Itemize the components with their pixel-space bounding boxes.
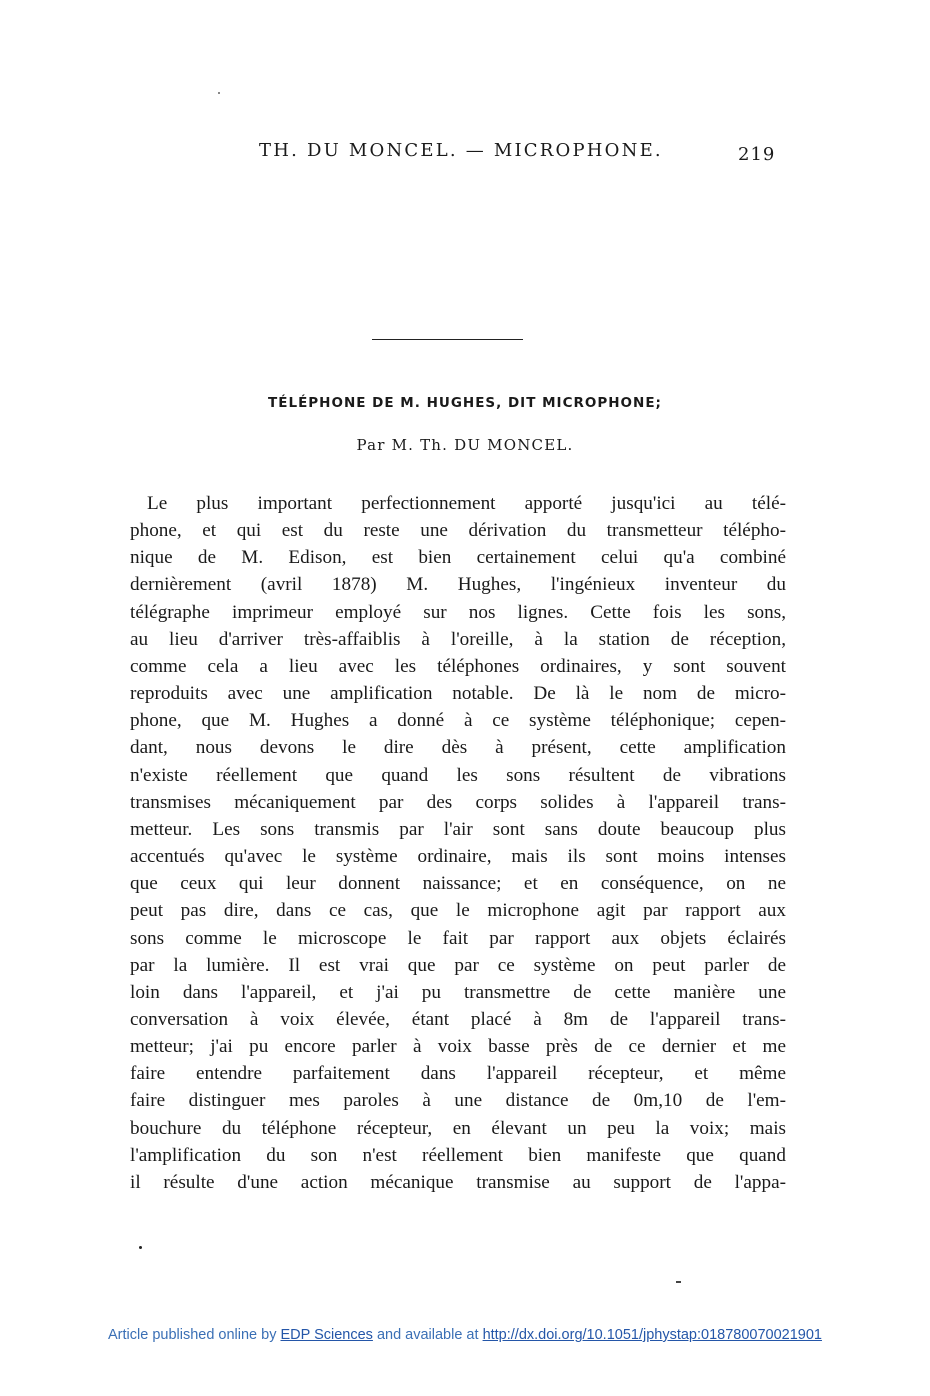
body-line: Le plus important perfectionnement apporté jusqu'ici au télé-	[147, 493, 786, 514]
title-separator-rule	[372, 339, 523, 340]
publisher-link[interactable]: EDP Sciences	[280, 1327, 373, 1343]
body-line: peut pas dire, dans ce cas, que le microphone agit par rapport aux	[130, 900, 786, 922]
body-line: bouchure du téléphone récepteur, en élevant un peu la voix; mais	[130, 1117, 786, 1139]
body-line: il résulte d'une action mécanique transmise au support de l'appa-	[130, 1171, 786, 1193]
body-line: reproduits avec une amplification notable. De là le nom de micro-	[130, 683, 786, 705]
scan-speck	[676, 1281, 681, 1283]
body-line: que ceux qui leur donnent naissance; et en conséquence, on ne	[130, 873, 786, 895]
body-line: phone, que M. Hughes a donné à ce système téléphonique; cepen-	[130, 710, 786, 732]
publication-footer	[0, 1327, 930, 1343]
body-line: faire entendre parfaitement dans l'appareil récepteur, et même	[130, 1063, 786, 1085]
article-byline: Par M. Th. DU MONCEL.	[356, 436, 574, 454]
page-number: 219	[738, 144, 776, 165]
body-line: loin dans l'appareil, et j'ai pu transmettre de cette manière une	[130, 981, 786, 1003]
doi-link[interactable]: http://dx.doi.org/10.1051/jphystap:018780070021901	[482, 1327, 822, 1343]
body-line: comme cela a lieu avec les téléphones ordinaires, y sont souvent	[130, 655, 786, 677]
body-line: au lieu d'arriver très-affaiblis à l'oreille, à la station de réception,	[130, 628, 786, 650]
body-line: phone, et qui est du reste une dérivation du transmetteur télépho-	[130, 520, 786, 542]
body-line: dant, nous devons le dire dès à présent, cette amplification	[130, 737, 786, 759]
article-title: TÉLÉPHONE DE M. HUGHES, DIT MICROPHONE;	[268, 395, 662, 411]
footer-prefix: Article published online by	[108, 1327, 281, 1343]
body-line: metteur; j'ai pu encore parler à voix basse près de ce dernier et me	[130, 1036, 786, 1058]
body-line: nique de M. Edison, est bien certainement celui qu'a combiné	[130, 547, 786, 569]
scan-speck	[218, 92, 220, 94]
body-line: transmises mécaniquement par des corps solides à l'appareil trans-	[130, 791, 786, 813]
footer-middle: and available at	[372, 1327, 483, 1343]
body-line: conversation à voix élevée, étant placé à 8m de l'appareil trans-	[130, 1008, 786, 1030]
scan-speck	[139, 1246, 142, 1249]
article-body	[130, 490, 786, 1196]
body-line: faire distinguer mes paroles à une distance de 0m,10 de l'em-	[130, 1090, 786, 1112]
body-line: sons comme le microscope le fait par rapport aux objets éclairés	[130, 927, 786, 949]
body-line: n'existe réellement que quand les sons résultent de vibrations	[130, 764, 786, 786]
body-line: par la lumière. Il est vrai que par ce système on peut parler de	[130, 954, 786, 976]
body-line: accentués qu'avec le système ordinaire, mais ils sont moins intenses	[130, 846, 786, 868]
running-title: TH. DU MONCEL. — MICROPHONE.	[259, 140, 663, 161]
running-head	[0, 140, 930, 164]
body-line: l'amplification du son n'est réellement bien manifeste que quand	[130, 1144, 786, 1166]
body-line: télégraphe imprimeur employé sur nos lignes. Cette fois les sons,	[130, 601, 786, 623]
body-line: dernièrement (avril 1878) M. Hughes, l'ingénieux inventeur du	[130, 574, 786, 596]
body-line: metteur. Les sons transmis par l'air sont sans doute beaucoup plus	[130, 818, 786, 840]
